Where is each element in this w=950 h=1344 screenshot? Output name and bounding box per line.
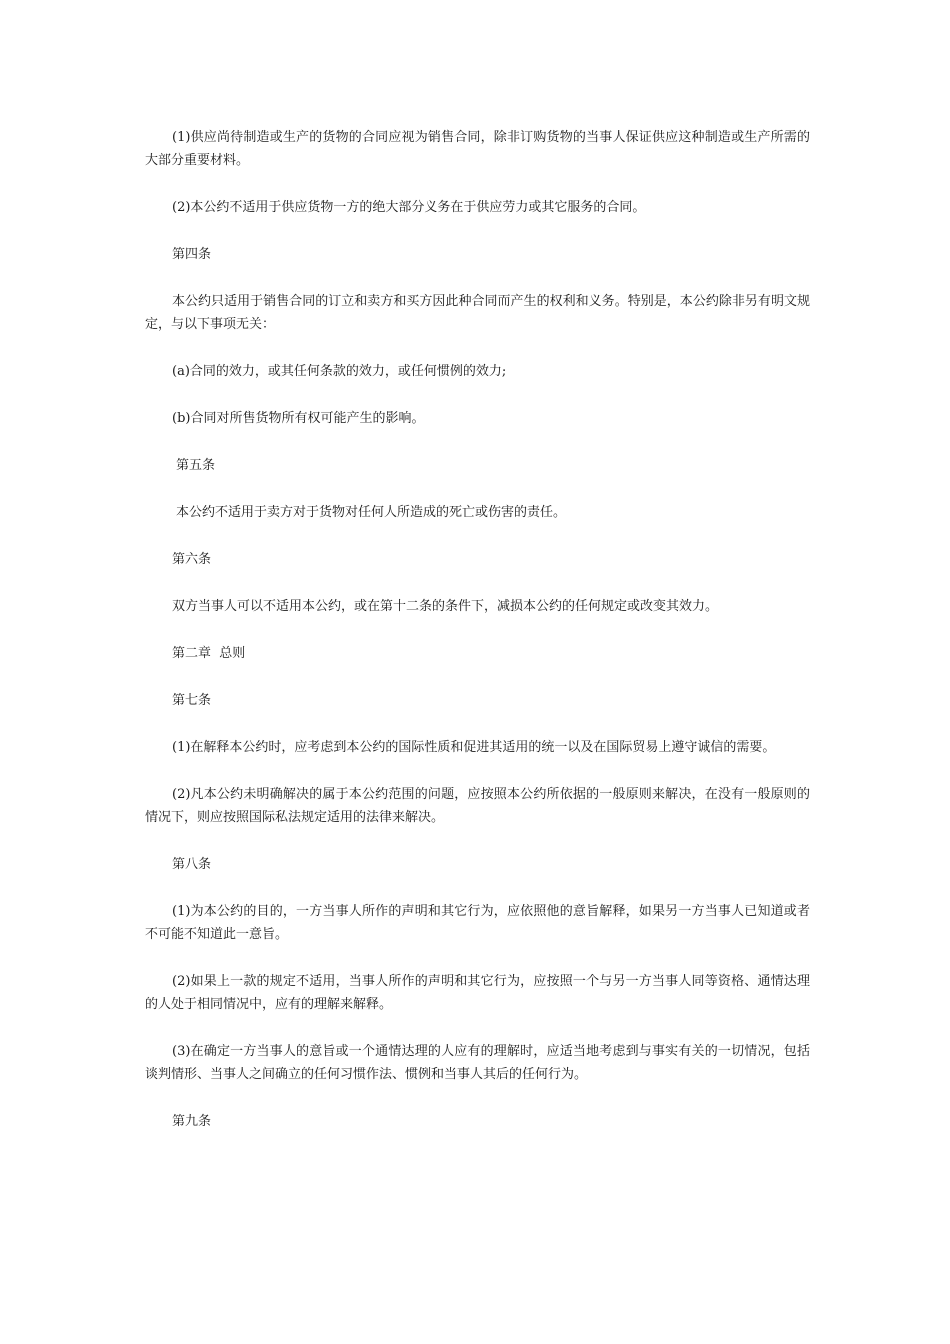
- article-heading-5: 第五条: [176, 458, 216, 473]
- article-heading-7: 第七条: [172, 693, 212, 708]
- article-heading-4: 第四条: [172, 247, 212, 262]
- document-body: [145, 126, 810, 1157]
- paragraph-7-1: (1)在解释本公约时，应考虑到本公约的国际性质和促进其适用的统一以及在国际贸易上遵守诚信的需要。: [172, 740, 776, 755]
- paragraph-4-b: (b)合同对所售货物所有权可能产生的影响。: [172, 411, 425, 426]
- paragraph-8-2: (2)如果上一款的规定不适用，当事人所作的声明和其它行为，应按照一个与另一方当事人同等资格、通情达理的人处于相同情况中，应有的理解来解释。: [145, 974, 810, 1012]
- paragraph-6: 双方当事人可以不适用本公约，或在第十二条的条件下，减损本公约的任何规定或改变其效力。: [172, 599, 719, 614]
- chapter-heading-2: 第二章 总则: [172, 646, 246, 661]
- paragraph-4-intro: 本公约只适用于销售合同的订立和卖方和买方因此种合同而产生的权利和义务。特别是，本公约除非另有明文规定，与以下事项无关：: [145, 294, 810, 332]
- paragraph-8-1: (1)为本公约的目的，一方当事人所作的声明和其它行为，应依照他的意旨解释，如果另一方当事人已知道或者不可能不知道此一意旨。: [145, 904, 810, 942]
- article-heading-8: 第八条: [172, 857, 212, 872]
- paragraph-7-2: (2)凡本公约未明确解决的属于本公约范围的问题，应按照本公约所依据的一般原则来解决，在没有一般原则的情况下，则应按照国际私法规定适用的法律来解决。: [145, 787, 810, 825]
- paragraph-4-a: (a)合同的效力，或其任何条款的效力，或任何惯例的效力;: [172, 364, 507, 379]
- paragraph-3-2: (2)本公约不适用于供应货物一方的绝大部分义务在于供应劳力或其它服务的合同。: [172, 200, 646, 215]
- paragraph-8-3: (3)在确定一方当事人的意旨或一个通情达理的人应有的理解时，应适当地考虑到与事实有关的一切情况，包括谈判情形、当事人之间确立的任何习惯作法、惯例和当事人其后的任何行为。: [145, 1044, 810, 1082]
- article-heading-6: 第六条: [172, 552, 212, 567]
- paragraph-3-1: (1)供应尚待制造或生产的货物的合同应视为销售合同，除非订购货物的当事人保证供应这种制造或生产所需的大部分重要材料。: [145, 130, 810, 168]
- paragraph-5: 本公约不适用于卖方对于货物对任何人所造成的死亡或伤害的责任。: [176, 505, 567, 520]
- article-heading-9: 第九条: [172, 1114, 212, 1129]
